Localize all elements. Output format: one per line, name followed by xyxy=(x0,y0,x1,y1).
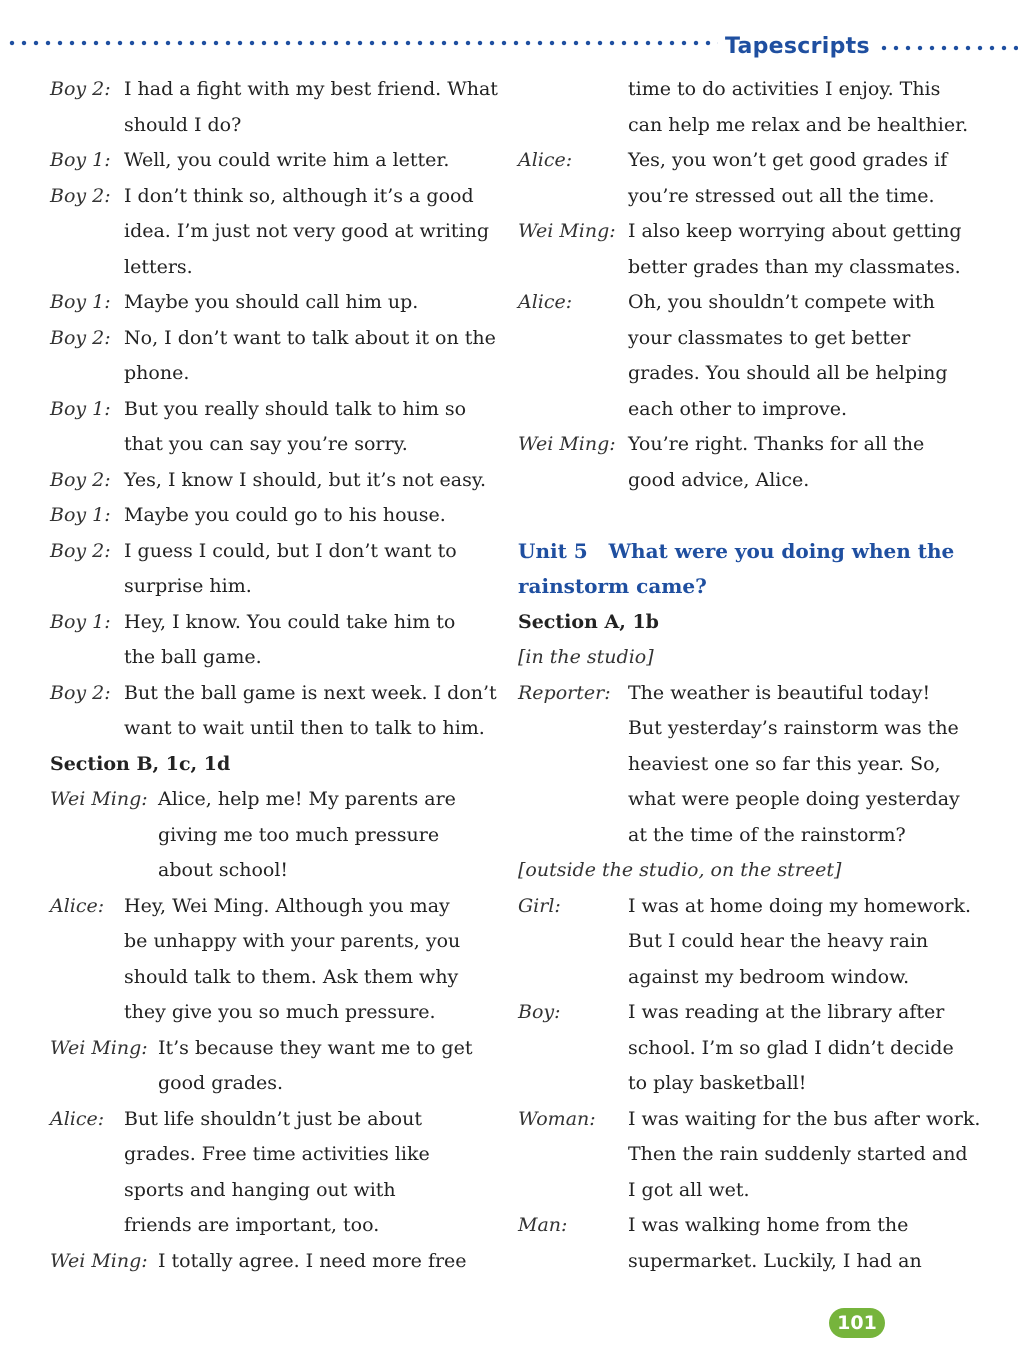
blank-line xyxy=(518,498,968,534)
dialogue-text: I totally agree. I need more free xyxy=(158,1249,467,1272)
transcript-line xyxy=(50,108,500,144)
right-column xyxy=(518,72,981,1279)
transcript-line xyxy=(518,960,968,996)
dialogue-text: I was reading at the library after xyxy=(628,1001,945,1023)
speaker-label: Girl: xyxy=(518,894,561,917)
transcript-line xyxy=(518,818,968,854)
dialogue-text: Well, you could write him a letter. xyxy=(124,149,450,171)
dialogue-text: I had a fight with my best friend. What xyxy=(124,78,498,100)
transcript-line xyxy=(50,569,500,605)
dialogue-text: But yesterday’s rainstorm was the xyxy=(628,717,959,739)
transcript-line xyxy=(518,782,968,818)
dialogue-text: But I could hear the heavy rain xyxy=(628,930,929,952)
dialogue-text: idea. I’m just not very good at writing xyxy=(124,220,490,242)
transcript-line xyxy=(50,498,500,534)
transcript-line xyxy=(50,321,500,357)
transcript-line xyxy=(518,143,968,179)
dialogue-text: against my bedroom window. xyxy=(628,965,910,988)
section-heading-text: Section B, 1c, 1d xyxy=(50,752,231,775)
dialogue-text: each other to improve. xyxy=(628,397,848,420)
transcript-line xyxy=(518,889,972,925)
dialogue-text: should talk to them. Ask them why xyxy=(124,965,459,988)
transcript-line xyxy=(50,356,500,392)
transcript-line xyxy=(518,1244,968,1280)
speaker-label: Alice: xyxy=(50,1107,105,1130)
speaker-label: Boy 1: xyxy=(50,291,111,313)
unit-title-text: Unit 5 What were you doing when the xyxy=(518,538,955,563)
dialogue-text: heaviest one so far this year. So, xyxy=(628,752,941,775)
dialogue-text: what were people doing yesterday xyxy=(628,788,960,810)
transcript-line xyxy=(50,534,500,570)
dialogue-text: grades. Free time activities like xyxy=(124,1143,430,1165)
transcript-line xyxy=(50,818,500,854)
dialogue-text: grades. You should all be helping xyxy=(628,362,948,384)
speaker-label: Boy: xyxy=(518,1001,561,1023)
transcript-line xyxy=(518,1031,968,1067)
dialogue-text: I don’t think so, although it’s a good xyxy=(124,184,474,207)
speaker-label: Boy 2: xyxy=(50,539,111,562)
transcript-line xyxy=(518,924,968,960)
transcript-line xyxy=(50,427,500,463)
dialogue-text: I guess I could, but I don’t want to xyxy=(124,539,457,562)
transcript-line xyxy=(518,214,968,250)
section-heading xyxy=(518,605,968,641)
transcript-line xyxy=(50,463,500,499)
transcript-line xyxy=(518,711,968,747)
dialogue-text: good advice, Alice. xyxy=(628,468,810,491)
dialogue-text: time to do activities I enjoy. This xyxy=(628,78,941,100)
dialogue-text: Alice, help me! My parents are xyxy=(158,788,456,810)
transcript-line xyxy=(518,285,968,321)
transcript-line xyxy=(50,995,500,1031)
header-dots-right xyxy=(878,44,1018,52)
transcript-line xyxy=(518,179,968,215)
speaker-label: Reporter: xyxy=(518,681,611,704)
running-header-title: Tapescripts xyxy=(725,34,870,59)
left-column xyxy=(50,72,500,1279)
dialogue-text: You’re right. Thanks for all the xyxy=(628,433,925,455)
dialogue-text: phone. xyxy=(124,362,190,384)
speaker-label: Alice: xyxy=(518,291,573,313)
transcript-line xyxy=(50,924,500,960)
transcript-line xyxy=(50,1031,500,1067)
speaker-label: Boy 1: xyxy=(50,149,111,171)
dialogue-text: But you really should talk to him so xyxy=(124,397,467,420)
header-dots-left xyxy=(6,39,718,47)
dialogue-text: It’s because they want me to get xyxy=(158,1036,473,1059)
dialogue-text: they give you so much pressure. xyxy=(124,1001,436,1023)
transcript-line xyxy=(50,143,500,179)
dialogue-text: want to wait until then to talk to him. xyxy=(124,717,485,739)
speaker-label: Wei Ming: xyxy=(518,220,616,242)
transcript-line xyxy=(50,853,500,889)
dialogue-text: about school! xyxy=(158,859,289,881)
transcript-line xyxy=(50,960,500,996)
transcript-line xyxy=(50,605,500,641)
dialogue-text: to play basketball! xyxy=(628,1072,807,1094)
transcript-line xyxy=(50,214,500,250)
page-number-badge: 101 xyxy=(829,1308,885,1338)
unit-title xyxy=(518,569,968,605)
dialogue-text: sports and hanging out with xyxy=(124,1178,396,1201)
dialogue-text: I was waiting for the bus after work. xyxy=(628,1107,981,1130)
transcript-line xyxy=(518,1066,968,1102)
transcript-line xyxy=(518,72,968,108)
dialogue-text: Maybe you could go to his house. xyxy=(124,504,446,526)
dialogue-text: Hey, Wei Ming. Although you may xyxy=(124,894,450,917)
dialogue-text: should I do? xyxy=(124,113,242,136)
transcript-line xyxy=(50,1066,500,1102)
transcript-line xyxy=(50,392,500,428)
dialogue-text: Yes, you won’t get good grades if xyxy=(628,149,948,171)
transcript-line xyxy=(518,995,968,1031)
transcript-line xyxy=(518,108,968,144)
transcript-line xyxy=(518,463,968,499)
transcript-line xyxy=(518,1208,968,1244)
speaker-label: Boy 1: xyxy=(50,397,111,420)
dialogue-text: letters. xyxy=(124,255,193,278)
transcript-line xyxy=(50,1208,500,1244)
dialogue-text: school. I’m so glad I didn’t decide xyxy=(628,1036,954,1059)
transcript-line xyxy=(50,1244,500,1280)
transcript-line xyxy=(518,321,968,357)
speaker-label: Boy 1: xyxy=(50,610,111,633)
dialogue-text: good grades. xyxy=(158,1072,284,1094)
transcript-line xyxy=(50,250,500,286)
speaker-label: Boy 2: xyxy=(50,78,111,100)
dialogue-text: the ball game. xyxy=(124,646,262,668)
dialogue-text: you’re stressed out all the time. xyxy=(628,184,935,207)
speaker-label: Wei Ming: xyxy=(518,433,616,455)
speaker-label: Boy 2: xyxy=(50,468,111,491)
speaker-label: Woman: xyxy=(518,1107,596,1130)
transcript-line xyxy=(50,1137,500,1173)
speaker-label: Boy 2: xyxy=(50,681,111,704)
dialogue-text: friends are important, too. xyxy=(124,1214,380,1236)
transcript-line xyxy=(518,250,968,286)
transcript-line xyxy=(518,392,968,428)
dialogue-text: I was at home doing my homework. xyxy=(628,894,972,917)
dialogue-text: Oh, you shouldn’t compete with xyxy=(628,291,935,313)
section-heading-text: Section A, 1b xyxy=(518,610,659,633)
unit-title xyxy=(518,534,968,570)
dialogue-text: better grades than my classmates. xyxy=(628,255,961,278)
dialogue-text: Yes, I know I should, but it’s not easy. xyxy=(124,468,487,491)
dialogue-text: can help me relax and be healthier. xyxy=(628,113,969,136)
dialogue-text: Maybe you should call him up. xyxy=(124,291,419,313)
dialogue-text: But life shouldn’t just be about xyxy=(124,1107,422,1130)
speaker-label: Wei Ming: xyxy=(50,1249,148,1272)
unit-title-text: rainstorm came? xyxy=(518,574,707,598)
transcript-line xyxy=(518,1173,968,1209)
dialogue-text: The weather is beautiful today! xyxy=(628,681,931,704)
stage-direction xyxy=(518,853,968,889)
transcript-line xyxy=(518,1137,968,1173)
transcript-line xyxy=(518,427,968,463)
dialogue-text: that you can say you’re sorry. xyxy=(124,433,408,455)
transcript-line xyxy=(50,640,500,676)
transcript-line xyxy=(50,285,500,321)
dialogue-text: No, I don’t want to talk about it on the xyxy=(124,326,496,349)
dialogue-text: Then the rain suddenly started and xyxy=(628,1143,968,1165)
speaker-label: Alice: xyxy=(518,149,573,171)
transcript-line xyxy=(50,72,500,108)
dialogue-text: I got all wet. xyxy=(628,1178,750,1201)
transcript-line xyxy=(518,356,968,392)
transcript-line xyxy=(50,889,500,925)
dialogue-text: But the ball game is next week. I don’t xyxy=(124,681,497,704)
stage-direction-text: [in the studio] xyxy=(518,646,654,668)
dialogue-text: I was walking home from the xyxy=(628,1214,909,1236)
dialogue-text: giving me too much pressure xyxy=(158,823,440,846)
dialogue-text: I also keep worrying about getting xyxy=(628,220,962,242)
transcript-line xyxy=(50,711,500,747)
speaker-label: Wei Ming: xyxy=(50,1036,148,1059)
speaker-label: Boy 1: xyxy=(50,504,111,526)
dialogue-text: at the time of the rainstorm? xyxy=(628,823,906,846)
transcript-line xyxy=(50,1102,500,1138)
transcript-line xyxy=(50,676,500,712)
speaker-label: Boy 2: xyxy=(50,326,111,349)
stage-direction-text: [outside the studio, on the street] xyxy=(518,859,842,881)
transcript-line xyxy=(518,747,968,783)
speaker-label: Alice: xyxy=(50,894,105,917)
transcript-line xyxy=(518,1102,981,1138)
dialogue-text: Hey, I know. You could take him to xyxy=(124,610,456,633)
dialogue-text: your classmates to get better xyxy=(628,326,911,349)
transcript-line xyxy=(50,782,500,818)
speaker-label: Wei Ming: xyxy=(50,788,148,810)
transcript-line xyxy=(50,179,500,215)
dialogue-text: be unhappy with your parents, you xyxy=(124,930,461,952)
stage-direction xyxy=(518,640,968,676)
speaker-label: Man: xyxy=(518,1214,568,1236)
section-heading xyxy=(50,747,500,783)
dialogue-text: supermarket. Luckily, I had an xyxy=(628,1249,922,1272)
transcript-line xyxy=(518,676,968,712)
dialogue-text: surprise him. xyxy=(124,575,252,597)
transcript-line xyxy=(50,1173,500,1209)
speaker-label: Boy 2: xyxy=(50,184,111,207)
